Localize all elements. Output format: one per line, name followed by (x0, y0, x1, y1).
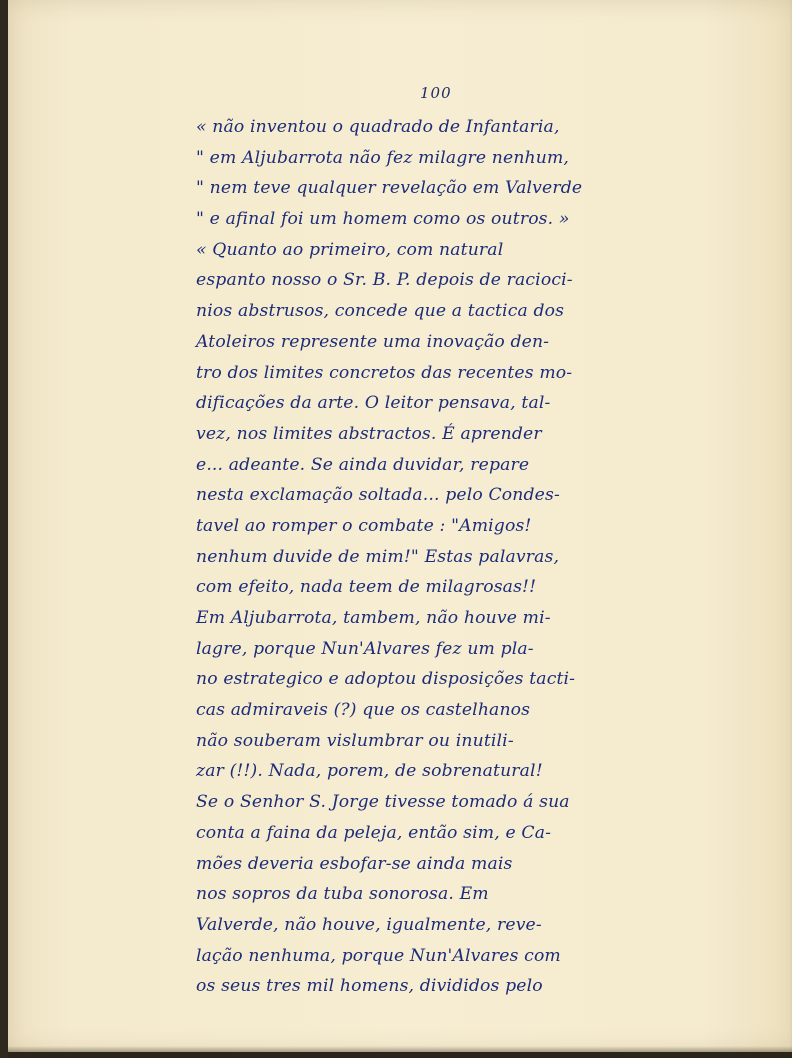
text-line: lagre, porque Nun'Alvares fez um pla- (196, 638, 534, 659)
text-line: mões deveria esbofar-se ainda mais (196, 853, 513, 874)
text-line: Atoleiros represente uma inovação den- (196, 331, 550, 352)
text-line: tavel ao romper o combate : "Amigos! (196, 515, 532, 536)
text-line: nesta exclamação soltada... pelo Condes- (196, 485, 560, 506)
text-line: nos sopros da tuba sonorosa. Em (196, 884, 489, 905)
page-number: 100 (420, 84, 452, 102)
text-line: cas admiraveis (?) que os castelhanos (196, 700, 531, 721)
handwritten-text-block (196, 112, 686, 1002)
text-line: tro dos limites concretos das recentes mo- (196, 362, 573, 383)
text-line: com efeito, nada teem de milagrosas!! (196, 577, 537, 598)
text-line: lação nenhuma, porque Nun'Alvares com (196, 945, 561, 966)
text-line: conta a faina da peleja, então sim, e Ca- (196, 822, 552, 843)
text-line: " em Aljubarrota não fez milagre nenhum, (196, 147, 570, 168)
text-line: e... adeante. Se ainda duvidar, repare (196, 454, 530, 475)
text-line: « Quanto ao primeiro, com natural (196, 239, 504, 260)
text-line: vez, nos limites abstractos. É aprender (196, 423, 542, 444)
text-line: nenhum duvide de mim!" Estas palavras, (196, 546, 560, 567)
text-line: Se o Senhor S. Jorge tivesse tomado á sua (196, 792, 570, 813)
text-line: dificações da arte. O leitor pensava, tal- (196, 393, 551, 414)
text-line: espanto nosso o Sr. B. P. depois de racioci- (196, 270, 573, 291)
text-line: zar (!!). Nada, porem, de sobrenatural! (196, 761, 543, 782)
text-line: Em Aljubarrota, tambem, não houve mi- (196, 608, 551, 628)
text-line: os seus tres mil homens, divididos pelo (196, 976, 543, 997)
text-line: não souberam vislumbrar ou inutili- (196, 730, 514, 751)
text-line: nios abstrusos, concede que a tactica dos (196, 301, 565, 322)
page-bottom-edge (8, 1046, 792, 1058)
text-line: no estrategico e adoptou disposições tacti- (196, 669, 576, 690)
text-line: " nem teve qualquer revelação em Valverde (196, 178, 583, 199)
text-line: " e afinal foi um homem como os outros. » (196, 209, 570, 230)
text-line: Valverde, não houve, igualmente, reve- (196, 914, 542, 935)
text-line: « não inventou o quadrado de Infantaria, (196, 117, 560, 137)
